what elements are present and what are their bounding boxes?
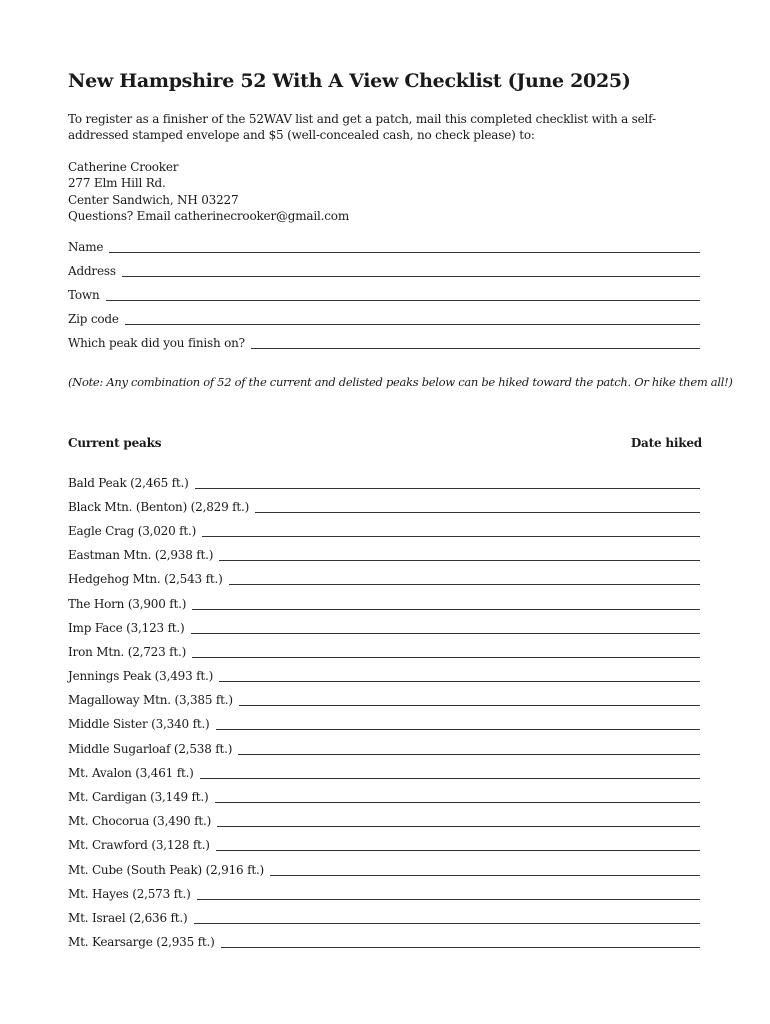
peak-label: Middle Sister (3,340 ft.) <box>68 717 210 731</box>
date-hiked-line[interactable] <box>194 922 701 924</box>
date-hiked-line[interactable] <box>200 777 700 779</box>
peak-row <box>68 548 700 562</box>
name-input-line[interactable] <box>109 251 700 253</box>
date-hiked-line[interactable] <box>202 535 700 537</box>
peak-row <box>68 935 700 949</box>
town-label: Town <box>68 288 100 302</box>
intro-paragraph: To register as a finisher of the 52WAV list and get a patch, mail this completed checklist with a self-addressed stamped envelope and $5 (well-concealed cash, no check please) to: <box>68 112 656 142</box>
zip-field-row <box>68 312 700 326</box>
peak-row <box>68 669 700 683</box>
zip-label: Zip code <box>68 312 119 326</box>
peak-label: The Horn (3,900 ft.) <box>68 597 187 611</box>
peak-label: Magalloway Mtn. (3,385 ft.) <box>68 693 233 707</box>
date-hiked-line[interactable] <box>239 704 700 706</box>
peak-label: Eagle Crag (3,020 ft.) <box>68 524 197 538</box>
peak-row <box>68 814 700 828</box>
finish-peak-label: Which peak did you finish on? <box>68 336 245 350</box>
date-hiked-heading: Date hiked <box>630 436 702 450</box>
peak-label: Black Mtn. (Benton) (2,829 ft.) <box>68 500 250 514</box>
peak-label: Iron Mtn. (2,723 ft.) <box>68 645 187 659</box>
date-hiked-line[interactable] <box>191 632 700 634</box>
peak-row <box>68 476 700 490</box>
peak-row <box>68 838 700 852</box>
peak-row <box>68 572 700 586</box>
finish-peak-input-line[interactable] <box>251 347 700 349</box>
address-input-line[interactable] <box>122 275 700 277</box>
date-hiked-line[interactable] <box>255 511 700 513</box>
peak-label: Mt. Crawford (3,128 ft.) <box>68 838 210 852</box>
peak-label: Mt. Kearsarge (2,935 ft.) <box>68 935 215 949</box>
peak-label: Imp Face (3,123 ft.) <box>68 621 185 635</box>
date-hiked-line[interactable] <box>197 898 700 900</box>
name-field-row <box>68 240 700 254</box>
address-label: Address <box>68 264 116 278</box>
peak-label: Mt. Hayes (2,573 ft.) <box>68 887 191 901</box>
peak-row <box>68 790 700 804</box>
peak-row <box>68 863 700 877</box>
peak-label: Hedgehog Mtn. (2,543 ft.) <box>68 572 223 586</box>
address-questions: Questions? Email catherinecrooker@gmail.com <box>68 208 350 223</box>
date-hiked-line[interactable] <box>270 874 700 876</box>
date-hiked-line[interactable] <box>195 487 700 489</box>
date-hiked-line[interactable] <box>219 680 700 682</box>
peak-label: Jennings Peak (3,493 ft.) <box>68 669 214 683</box>
date-hiked-line[interactable] <box>192 656 700 658</box>
current-peaks-heading: Current peaks <box>68 436 162 450</box>
name-label: Name <box>68 240 104 254</box>
date-hiked-line[interactable] <box>215 801 700 803</box>
date-hiked-line[interactable] <box>217 825 700 827</box>
peak-row <box>68 645 700 659</box>
address-name: Catherine Crooker <box>68 160 179 174</box>
peak-row <box>68 766 700 780</box>
peak-label: Mt. Cube (South Peak) (2,916 ft.) <box>68 863 265 877</box>
date-hiked-line[interactable] <box>221 946 700 948</box>
peak-label: Mt. Cardigan (3,149 ft.) <box>68 790 209 804</box>
page-title: New Hampshire 52 With A View Checklist (June 2025) <box>68 70 631 92</box>
peak-row <box>68 524 700 538</box>
peak-label: Mt. Chocorua (3,490 ft.) <box>68 814 212 828</box>
finish-peak-field-row <box>68 336 700 350</box>
address-field-row <box>68 264 700 278</box>
peak-row <box>68 597 700 611</box>
peak-row <box>68 717 700 731</box>
mailing-address <box>68 159 349 224</box>
peak-label: Middle Sugarloaf (2,538 ft.) <box>68 742 233 756</box>
peak-row <box>68 693 700 707</box>
peak-row <box>68 887 700 901</box>
zip-input-line[interactable] <box>125 323 700 325</box>
date-hiked-line[interactable] <box>216 728 700 730</box>
date-hiked-line[interactable] <box>219 559 700 561</box>
peak-label: Bald Peak (2,465 ft.) <box>68 476 189 490</box>
town-field-row <box>68 288 700 302</box>
date-hiked-line[interactable] <box>229 583 700 585</box>
peak-row <box>68 911 700 925</box>
peak-row <box>68 500 700 514</box>
peak-label: Eastman Mtn. (2,938 ft.) <box>68 548 214 562</box>
date-hiked-line[interactable] <box>238 753 700 755</box>
date-hiked-line[interactable] <box>216 849 700 851</box>
peak-label: Mt. Israel (2,636 ft.) <box>68 911 188 925</box>
date-hiked-line[interactable] <box>192 608 700 610</box>
address-street: 277 Elm Hill Rd. <box>68 176 166 191</box>
peak-label: Mt. Avalon (3,461 ft.) <box>68 766 194 780</box>
note-text: (Note: Any combination of 52 of the current and delisted peaks below can be hiked toward the patch. Or hike them all!) <box>68 375 733 389</box>
address-city: Center Sandwich, NH 03227 <box>68 192 239 207</box>
peak-row <box>68 621 700 635</box>
town-input-line[interactable] <box>106 299 701 301</box>
peak-row <box>68 742 700 756</box>
